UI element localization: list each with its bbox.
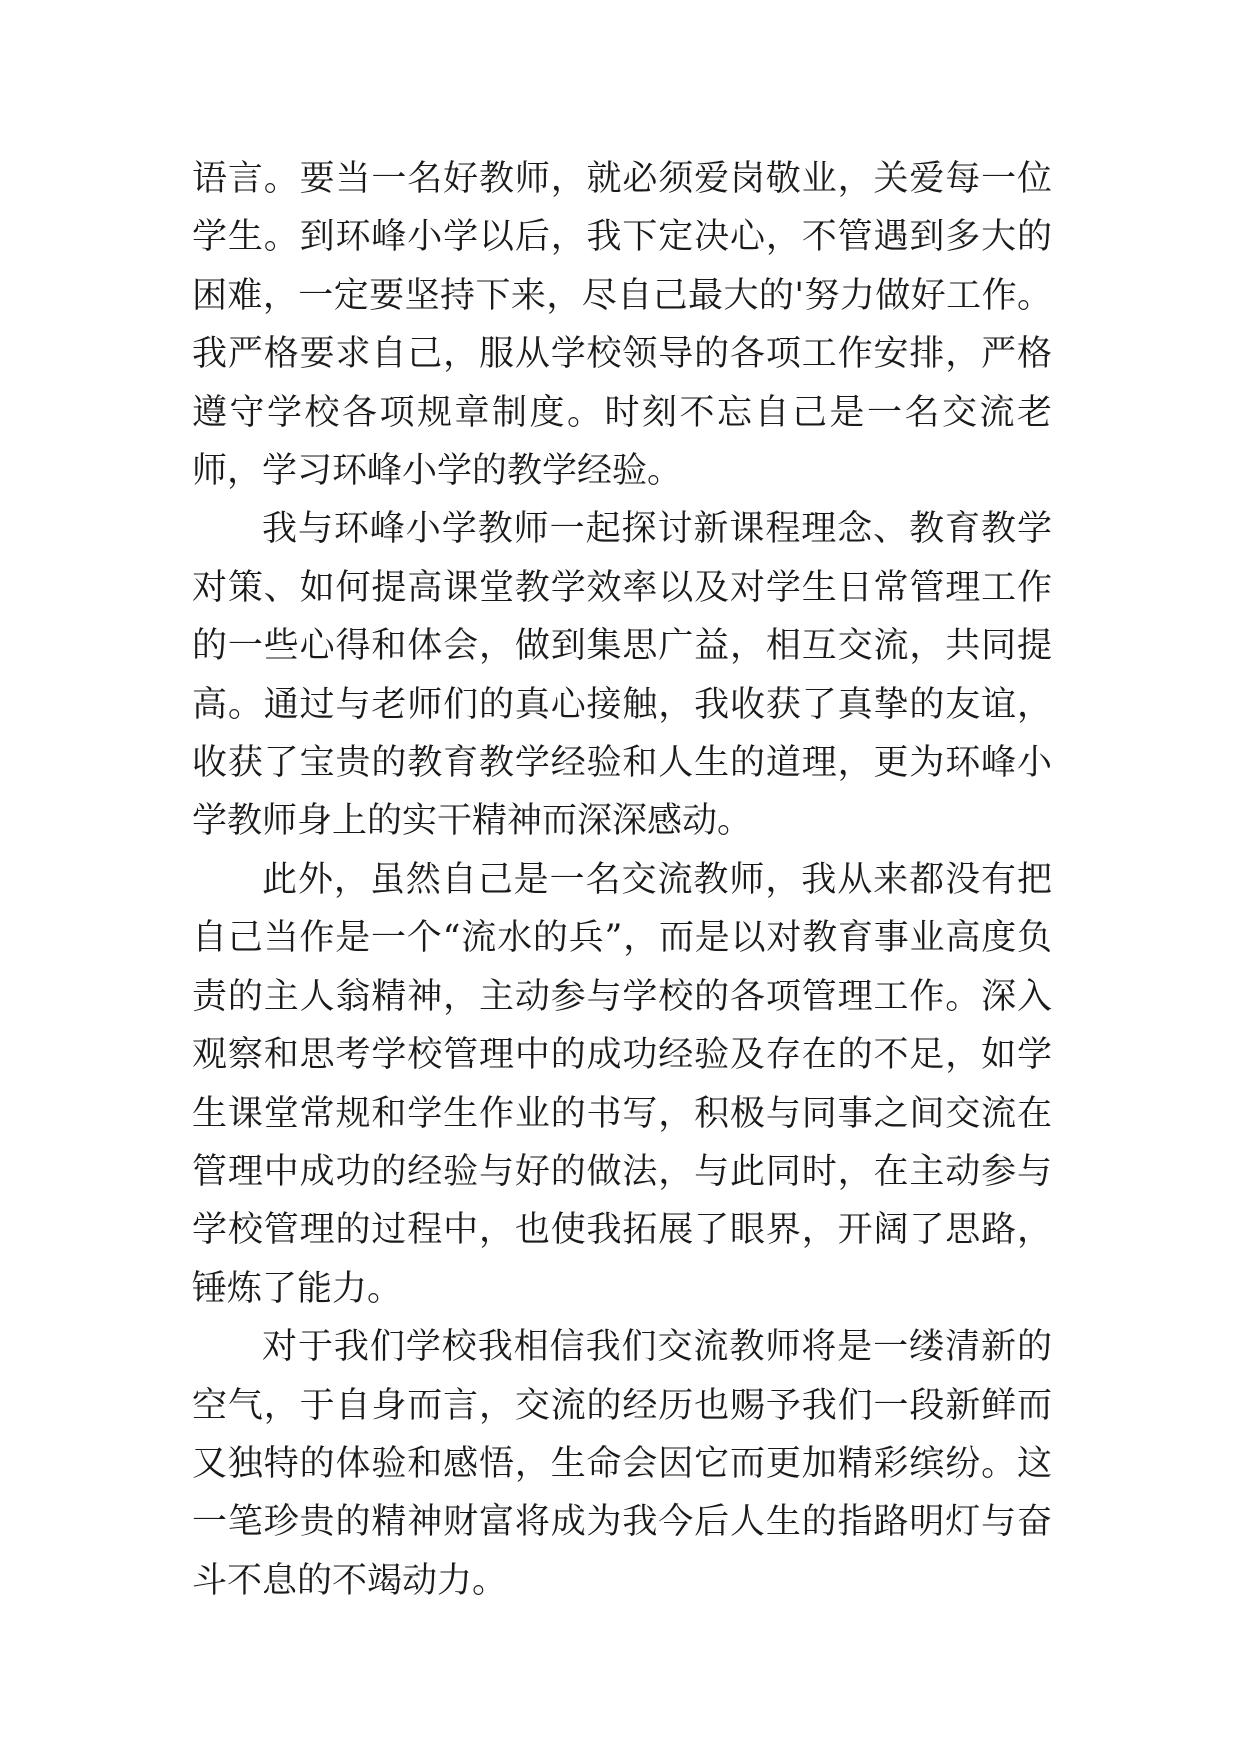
paragraph: 我与环峰小学教师一起探讨新课程理念、教育教学对策、如何提高课堂教学效率以及对学生日常管理工作的一些心得和体会，做到集思广益，相互交流，共同提高。通过与老师们的真心接触，我收获了真挚的友谊，收获了宝贵的教育教学经验和人生的道理，更为环峰小学教师身上的实干精神而深深感动。 (192, 509, 1052, 842)
paragraph: 此外，虽然自己是一名交流教师，我从来都没有把自己当作是一个“流水的兵”，而是以对教育事业高度负责的主人翁精神，主动参与学校的各项管理工作。深入观察和思考学校管理中的成功经验及存在的不足，如学生课堂常规和学生作业的书写，积极与同事之间交流在管理中成功的经验与好的做法，与此同时，在主动参与学校管理的过程中，也使我拓展了眼界，开阔了思路，锤炼了能力。 (192, 859, 1052, 1309)
paragraph: 对于我们学校我相信我们交流教师将是一缕清新的空气，于自身而言，交流的经历也赐予我们一段新鲜而又独特的体验和感悟，生命会因它而更加精彩缤纷。这一笔珍贵的精神财富将成为我今后人生的指路明灯与奋斗不息的不竭动力。 (192, 1327, 1052, 1601)
document-body (192, 150, 1052, 1610)
paragraph-continuation: 语言。要当一名好教师，就必须爱岗敬业，关爱每一位学生。到环峰小学以后，我下定决心，不管遇到多大的困难，一定要坚持下来，尽自己最大的'努力做好工作。我严格要求自己，服从学校领导的各项工作安排，严格遵守学校各项规章制度。时刻不忘自己是一名交流老师，学习环峰小学的教学经验。 (192, 159, 1052, 492)
